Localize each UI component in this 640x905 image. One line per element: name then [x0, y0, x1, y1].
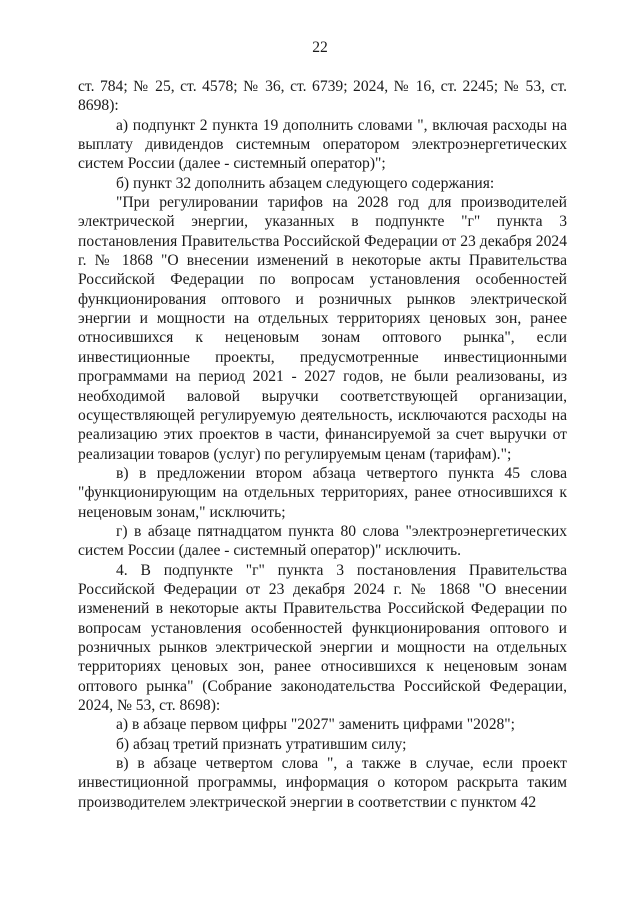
paragraph-citation-continuation: ст. 784; № 25, ст. 4578; № 36, ст. 6739; 2024, № 16, ст. 2245; № 53, ст. 8698):: [78, 78, 567, 115]
paragraph-item-g-point-80: г) в абзаце пятнадцатом пункта 80 слова "электроэнергетических систем России (далее - системный оператор)" исключить.: [78, 522, 567, 560]
paragraph-section-4: 4. В подпункте "г" пункта 3 постановления Правительства Российской Федерации от 23 декабря 2024 г. № 1868 "О внесении изменений в некоторые акты Правительства Российской Федерации по вопросам установления особенностей функционирования оптового и розничных рынков электрической энергии и мощности на отдельных территориях ценовых зон, ранее относившихся к неценовым зонам оптового рынка" (Собрание законодательства Российской Федерации, 2024, № 53, ст. 8698):: [78, 561, 567, 714]
page-number: 22: [312, 39, 328, 56]
paragraph-section-4-item-a: а) в абзаце первом цифры "2027" заменить цифрами "2028";: [116, 716, 516, 734]
paragraph-item-v-point-45: в) в предложении втором абзаца четвертого пункта 45 слова "функционирующим на отдельных территориях, ранее относившихся к неценовым зонам," исключить;: [78, 464, 567, 521]
document-body: [78, 77, 567, 812]
paragraph-new-abzac-quote: "При регулировании тарифов на 2028 год для производителей электрической энергии, указанных в подпункте "г" пункта 3 постановления Правительства Российской Федерации от 23 декабря 2024 г. № 1868 "О внесении изменений в некоторые акты Правительства Российской Федерации по вопросам установления особенностей функционирования оптового и розничных рынков электрической энергии и мощности на отдельных территориях ценовых зон, ранее относившихся к неценовым зонам оптового рынка", если инвестиционные проекты, предусмотренные инвестиционными программами на период 2021 - 2027 годов, не были реализованы, из необходимой валовой выручки соответствующей организации, осуществляющей регулируемую деятельность, исключаются расходы на реализацию этих проектов в части, финансируемой за счет выручки от реализации товаров (услуг) по регулируемым ценам (тарифам).";: [78, 194, 567, 463]
paragraph-item-b-point-32: б) пункт 32 дополнить абзацем следующего содержания:: [116, 174, 495, 192]
paragraph-section-4-item-b: б) абзац третий признать утратившим силу;: [116, 735, 407, 753]
paragraph-item-a-subpoint-2-point-19: а) подпункт 2 пункта 19 дополнить словами ", включая расходы на выплату дивидендов системным оператором электроэнергетических систем России (далее - системный оператор)";: [78, 116, 567, 173]
paragraph-section-4-item-v: в) в абзаце четвертом слова ", а также в случае, если проект инвестиционной программы, информация о котором раскрыта таким производителем электрической энергии в соответствии с пунктом 42: [78, 755, 567, 811]
